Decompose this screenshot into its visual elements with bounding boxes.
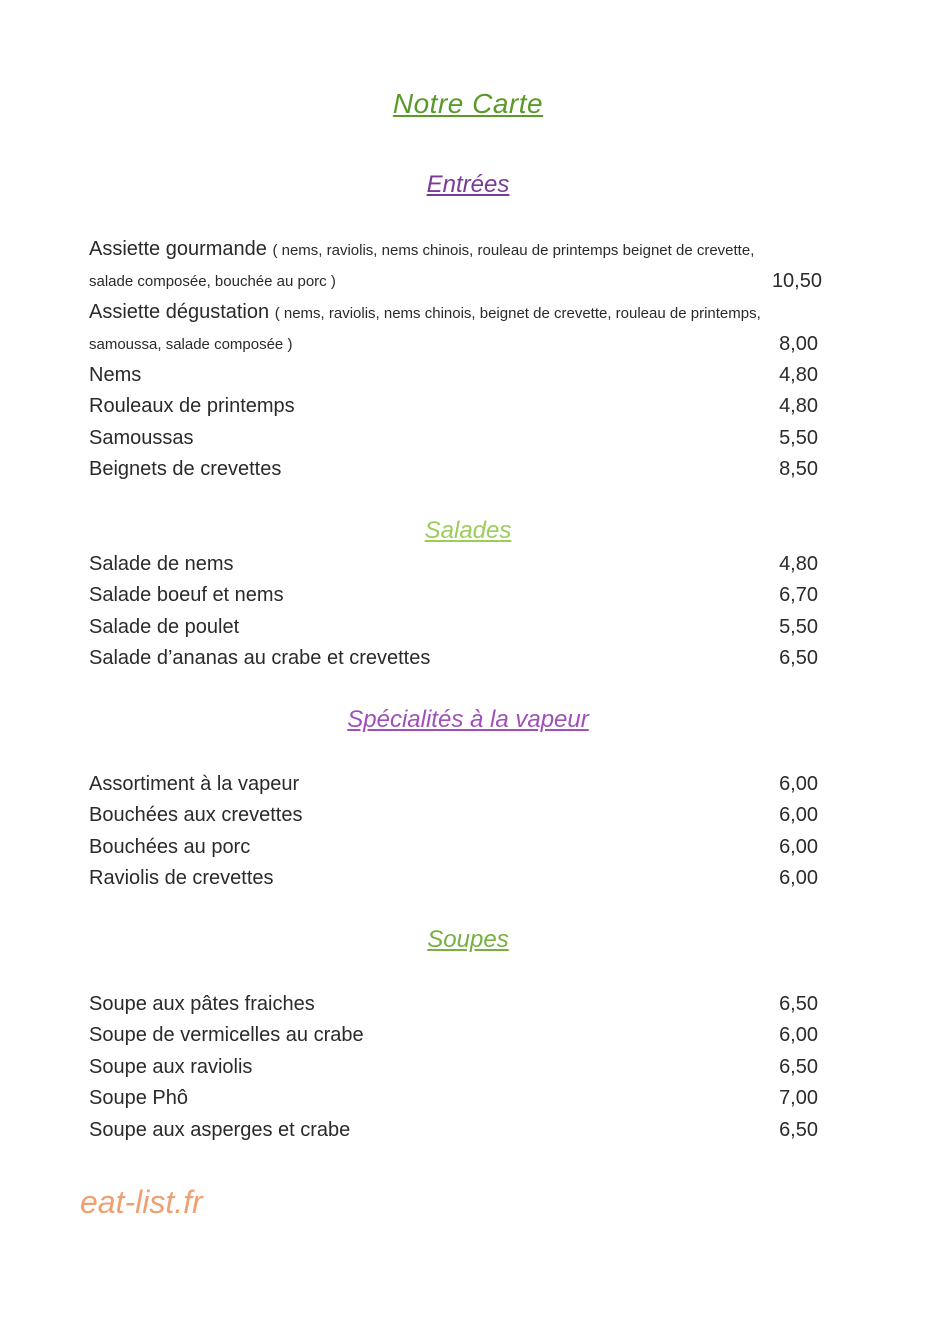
menu-item xyxy=(89,297,818,328)
menu-item-price: 6,50 xyxy=(779,993,818,1015)
menu-item-name: Salade boeuf et nems xyxy=(89,584,284,606)
menu-item-name: Nems xyxy=(89,364,142,386)
menu-item-price: 6,50 xyxy=(779,1119,818,1141)
menu-item-price: 4,80 xyxy=(779,395,818,417)
menu-item-desc: ( nems, raviolis, nems chinois, rouleau de printemps beignet de crevette, xyxy=(272,242,755,259)
menu-item-name: Soupe de vermicelles au crabe xyxy=(89,1024,364,1046)
menu-item-price: 4,80 xyxy=(779,364,818,386)
menu-item-price: 5,50 xyxy=(779,427,818,449)
menu-item-name: Salade d’ananas au crabe et crevettes xyxy=(89,647,431,669)
menu-item xyxy=(89,234,818,265)
menu-item xyxy=(89,1020,818,1051)
menu-item xyxy=(89,454,818,485)
menu-item-name: Soupe aux asperges et crabe xyxy=(89,1119,351,1141)
menu-item-price: 6,00 xyxy=(779,867,818,889)
menu-item xyxy=(89,612,818,643)
section-title-entrees: Entrées xyxy=(426,171,510,198)
menu-item-price: 4,80 xyxy=(779,553,818,575)
menu-item-name: Bouchées aux crevettes xyxy=(89,804,303,826)
menu-item xyxy=(89,800,818,831)
menu-item-name: Assiette dégustation xyxy=(89,301,270,323)
menu-item xyxy=(89,423,818,454)
menu-item xyxy=(89,989,818,1020)
menu-item-price: 10,50 xyxy=(771,270,822,292)
menu-item-desc: salade composée, bouchée au porc ) xyxy=(89,273,336,290)
menu-item-price: 6,50 xyxy=(779,1056,818,1078)
menu-item-line xyxy=(89,234,754,266)
menu-item xyxy=(89,643,818,674)
menu-item xyxy=(89,863,818,894)
menu-item-line xyxy=(89,297,761,329)
menu-item xyxy=(89,329,818,360)
menu-item xyxy=(89,1052,818,1083)
menu-item xyxy=(89,1083,818,1114)
menu-item-name: Raviolis de crevettes xyxy=(89,867,274,889)
menu-item xyxy=(89,769,818,800)
menu-item-price: 6,00 xyxy=(779,804,818,826)
menu-item-price: 6,00 xyxy=(779,773,818,795)
menu-item-name: Salade de nems xyxy=(89,553,234,575)
menu-item-name: Soupe Phô xyxy=(89,1087,188,1109)
menu-item xyxy=(89,391,818,422)
menu-item-price: 7,00 xyxy=(779,1087,818,1109)
section-title-salades: Salades xyxy=(424,517,512,544)
menu-item-name: Samoussas xyxy=(89,427,194,449)
menu-item-name: Salade de poulet xyxy=(89,616,240,638)
menu-item-price: 8,00 xyxy=(779,333,818,355)
menu-item-price: 8,50 xyxy=(779,458,818,480)
watermark-logo: eat-list.fr xyxy=(80,1184,203,1220)
menu-item-desc: ( nems, raviolis, nems chinois, beignet de crevette, rouleau de printemps, xyxy=(274,305,761,322)
menu-item-name: Assiette gourmande xyxy=(89,238,267,260)
menu-item xyxy=(89,832,818,863)
menu-item xyxy=(89,549,818,580)
menu-item xyxy=(89,1115,818,1146)
menu-item-name: Soupe aux pâtes fraiches xyxy=(89,993,315,1015)
section-title-soupes: Soupes xyxy=(427,926,509,953)
menu-item-price: 6,00 xyxy=(779,836,818,858)
section-title-vapeur: Spécialités à la vapeur xyxy=(347,706,589,733)
menu-item-name: Beignets de crevettes xyxy=(89,458,282,480)
menu-item-name: Bouchées au porc xyxy=(89,836,251,858)
menu-item xyxy=(89,266,822,297)
menu-item-name: Assortiment à la vapeur xyxy=(89,773,300,795)
menu-item-name: Soupe aux raviolis xyxy=(89,1056,253,1078)
menu-item xyxy=(89,360,818,391)
page-title: Notre Carte xyxy=(392,88,544,119)
menu-item-price: 6,70 xyxy=(779,584,818,606)
menu-item-name: Rouleaux de printemps xyxy=(89,395,295,417)
menu-item-price: 6,50 xyxy=(779,647,818,669)
menu-item-desc: samoussa, salade composée ) xyxy=(89,336,293,353)
menu-item xyxy=(89,580,818,611)
menu-item-price: 5,50 xyxy=(779,616,818,638)
menu-item-price: 6,00 xyxy=(779,1024,818,1046)
